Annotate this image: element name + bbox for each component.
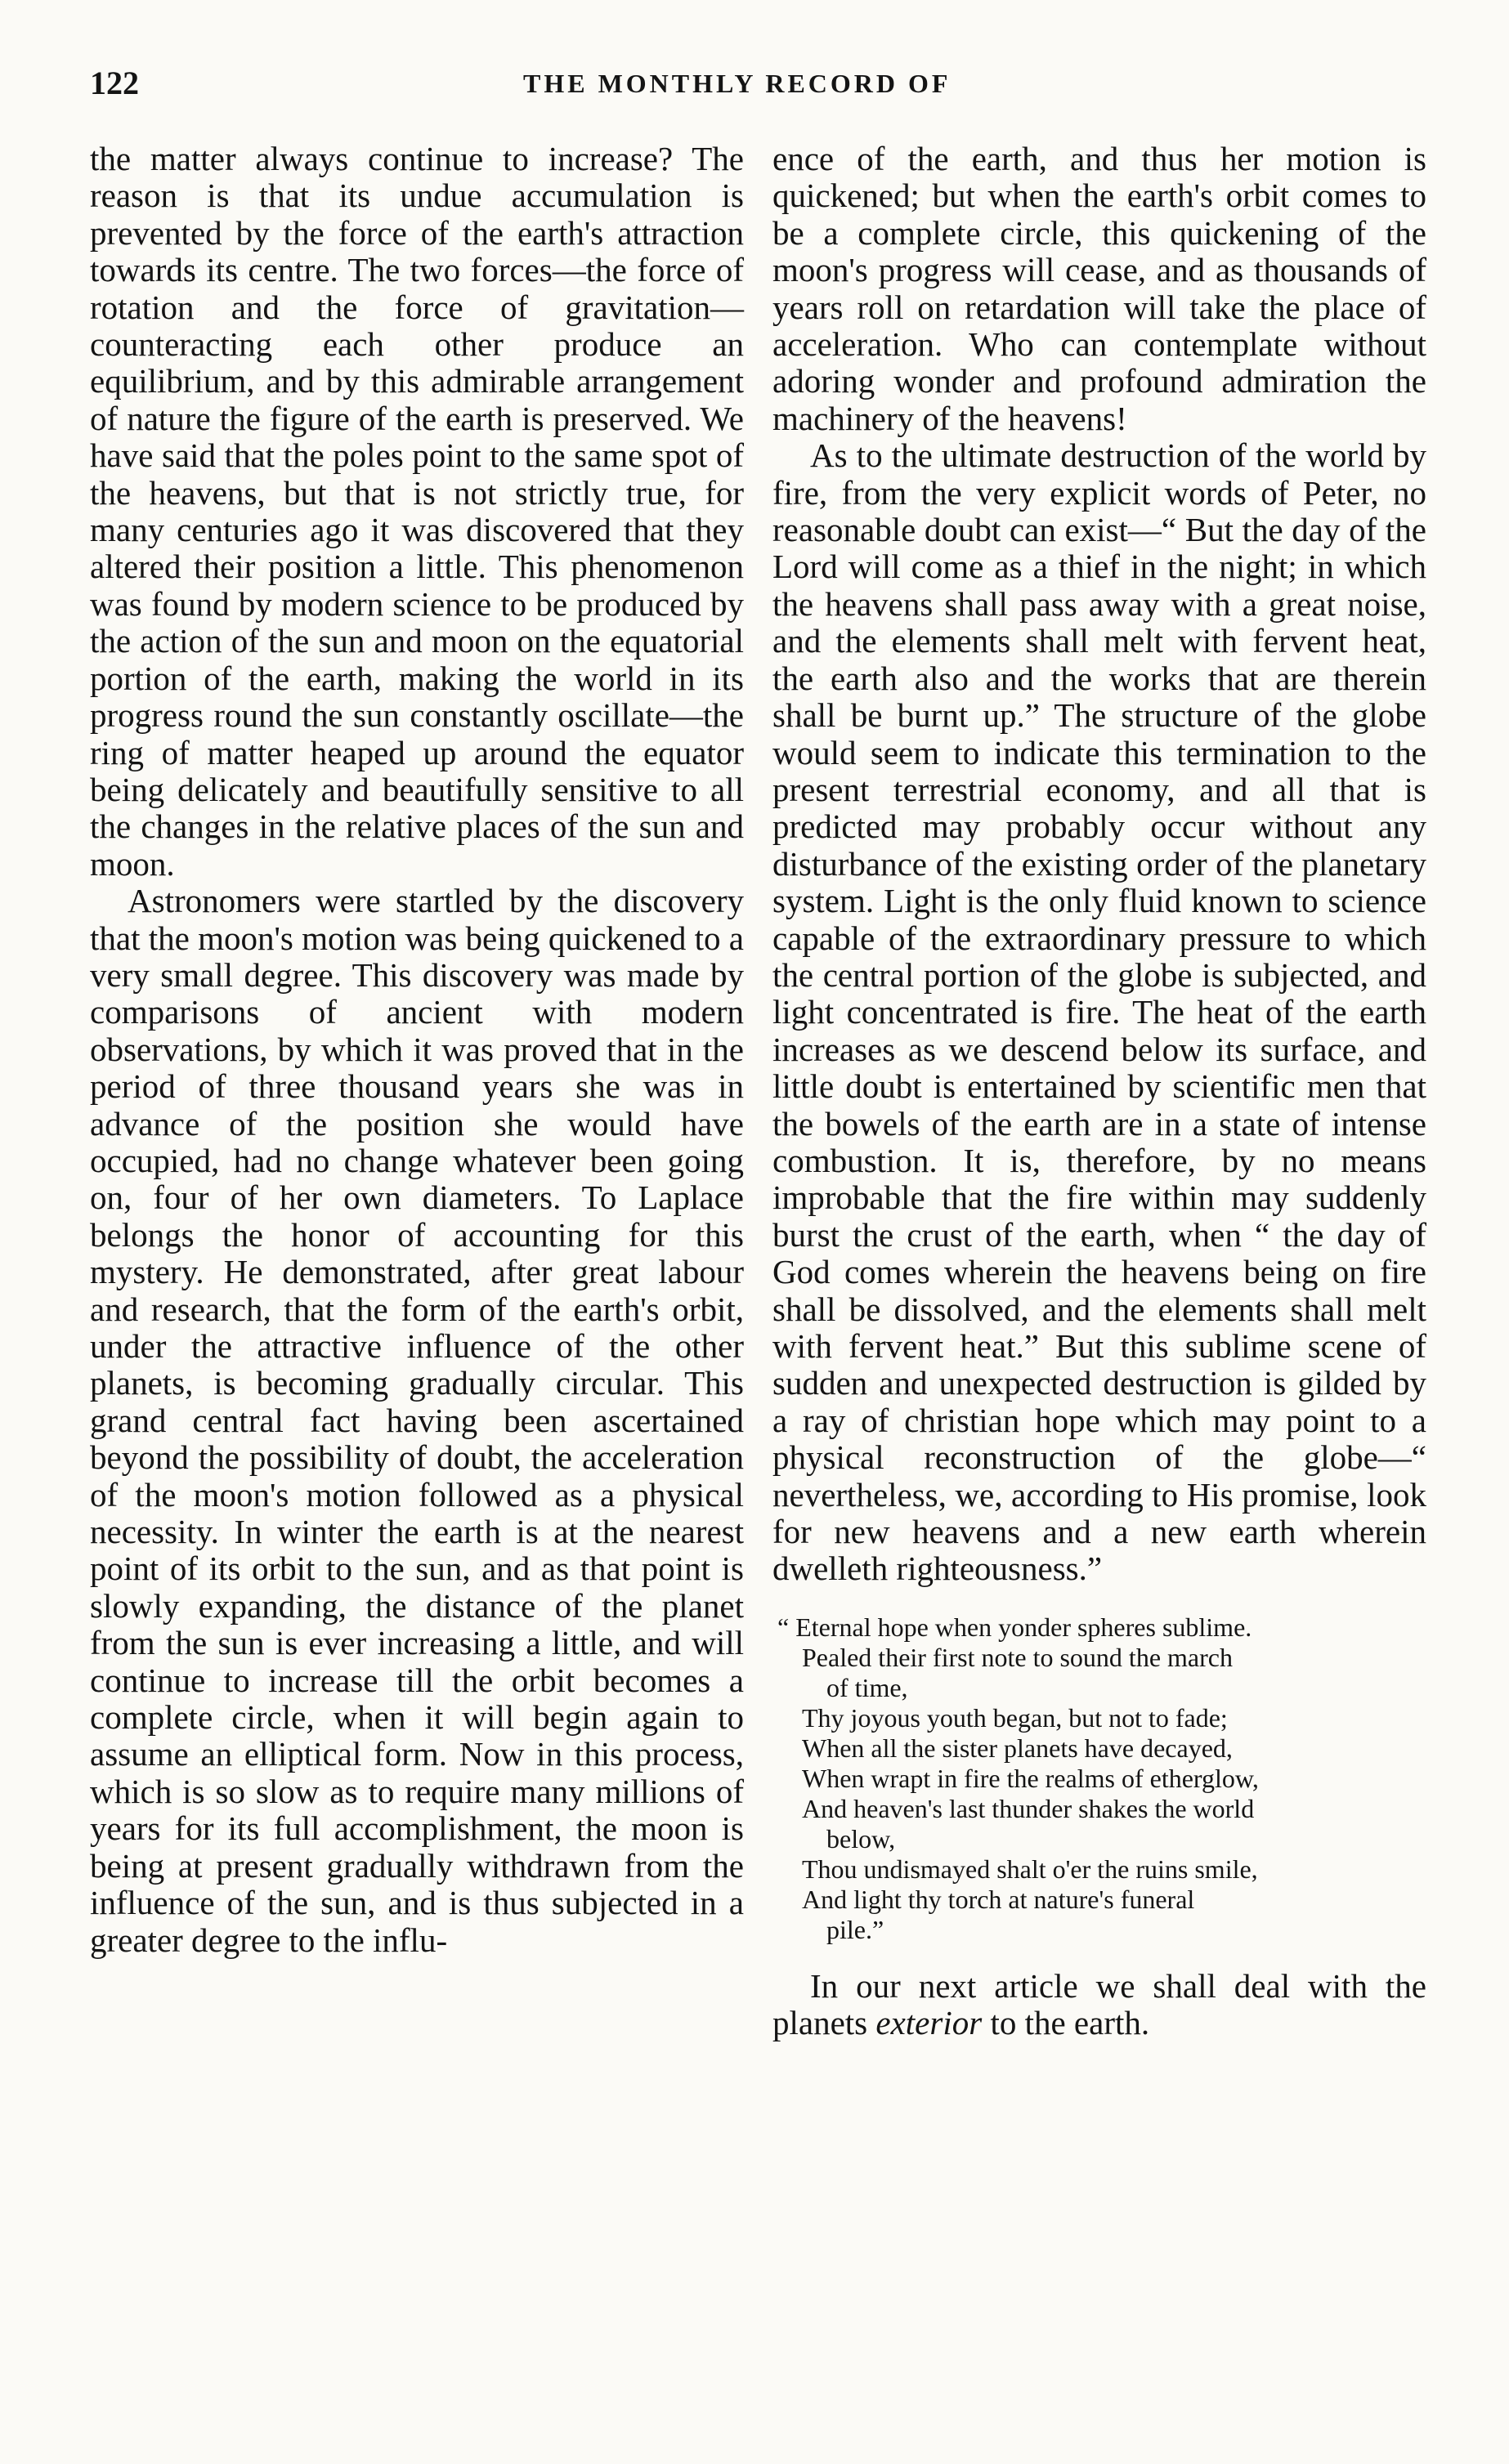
page-number: 122: [90, 65, 139, 101]
poem-line: Thy joyous youth began, but not to fade;: [802, 1702, 1228, 1733]
poem-line: Thou undismayed shalt o'er the ruins smile,: [802, 1854, 1258, 1884]
running-title: THE MONTHLY RECORD OF: [523, 69, 952, 98]
page-header: [90, 64, 1431, 113]
poem-line: When all the sister planets have decayed,: [802, 1733, 1233, 1763]
paragraph: the matter always continue to increase? The reason is that its undue accumulation is prevented by the force of the earth's attraction towards its centre. The two forces—the force of rotation and the force of gravitation—counteracting each other produce an equilibrium, and by this admirable arrangement of nature the figure of the earth is preserved. We have said that the poles point to the same spot of the heavens, but that is not strictly true, for many centuries ago it was discovered that they altered their position a little. This phenomenon was found by modern science to be produced by the action of the sun and moon on the equatorial portion of the earth, making the world in its progress round the sun constantly oscillate—the ring of matter heaped up around the equator being delicately and beautifully sensitive to all the changes in the relative places of the sun and moon.: [90, 140, 744, 883]
paragraph: Astronomers were startled by the discovery that the moon's motion was being quickened to a very small degree. This discovery was made by comparisons of ancient with modern observations, by which it was proved that in the period of three thousand years she was in advance of the position she would have occupied, had no change whatever been going on, four of her own diameters. To Laplace belongs the honor of accounting for this mystery. He demonstrated, after great labour and research, that the form of the earth's orbit, under the attractive influence of the other planets, is becoming gradually circular. This grand central fact having been ascertained beyond the possibility of doubt, the acceleration of the moon's motion followed as a physical necessity. In winter the earth is at the nearest point of its orbit to the sun, and as that point is slowly expanding, the distance of the planet from the sun is ever increasing a little, and will continue to increase till the orbit becomes a complete circle, when it will begin again to assume an elliptical form. Now in this process, which is so slow as to require many millions of years for its full accomplishment, the moon is being at present gradually withdrawn from the influence of the sun, and is thus subjected in a greater degree to the influ-: [90, 882, 744, 1959]
poem-line: below,: [826, 1823, 896, 1854]
closing-text-end: to the earth.: [982, 2004, 1150, 2042]
poem-line: “ Eternal hope when yonder spheres sublime.: [777, 1612, 1252, 1642]
poem-line: Pealed their first note to sound the march: [802, 1642, 1233, 1672]
left-column: [90, 141, 744, 1959]
closing-text: In our next article we shall deal with the planets: [772, 1966, 1426, 2042]
poem-line: And heaven's last thunder shakes the world: [802, 1793, 1255, 1823]
poem-line: pile.”: [826, 1914, 884, 1944]
poem-line: When wrapt in fire the realms of etherglow,: [802, 1763, 1259, 1793]
poem-line: of time,: [826, 1672, 908, 1702]
poem-quote: [777, 1612, 1426, 1945]
closing-paragraph: [772, 1968, 1426, 2042]
closing-emphasis: exterior: [875, 2004, 983, 2042]
poem-line: And light thy torch at nature's funeral: [802, 1884, 1195, 1914]
paragraph: ence of the earth, and thus her motion is quickened; but when the earth's orbit comes to be a complete circle, this quickening of the moon's progress will cease, and as thousands of years roll on retardation will take the place of acceleration. Who can contemplate without adoring wonder and profound admiration the machinery of the heavens!: [772, 140, 1426, 437]
right-column: [772, 141, 1426, 2042]
paragraph: As to the ultimate destruction of the world by fire, from the very explicit words of Peter, no reasonable doubt can exist—“ But the day of the Lord will come as a thief in the night; in which the heavens shall pass away with a great noise, and the elements shall melt with fervent heat, the earth also and the works that are therein shall be burnt up.” The structure of the globe would seem to indicate this termination to the present terrestrial economy, and all that is predicted may probably occur without any disturbance of the existing order of the planetary system. Light is the only fluid known to science capable of the extraordinary pressure to which the central portion of the globe is subjected, and light concentrated is fire. The heat of the earth increases as we descend below its surface, and little doubt is entertained by scientific men that the bowels of the earth are in a state of intense combustion. It is, therefore, by no means improbable that the fire within may suddenly burst the crust of the earth, when “ the day of God comes wherein the heavens being on fire shall be dissolved, and the elements shall melt with fervent heat.” But this sublime scene of sudden and unexpected destruction is gilded by a ray of christian hope which may point to a physical reconstruction of the globe—“ nevertheless, we, according to His promise, look for new heavens and a new earth wherein dwelleth righteousness.”: [772, 436, 1426, 1588]
